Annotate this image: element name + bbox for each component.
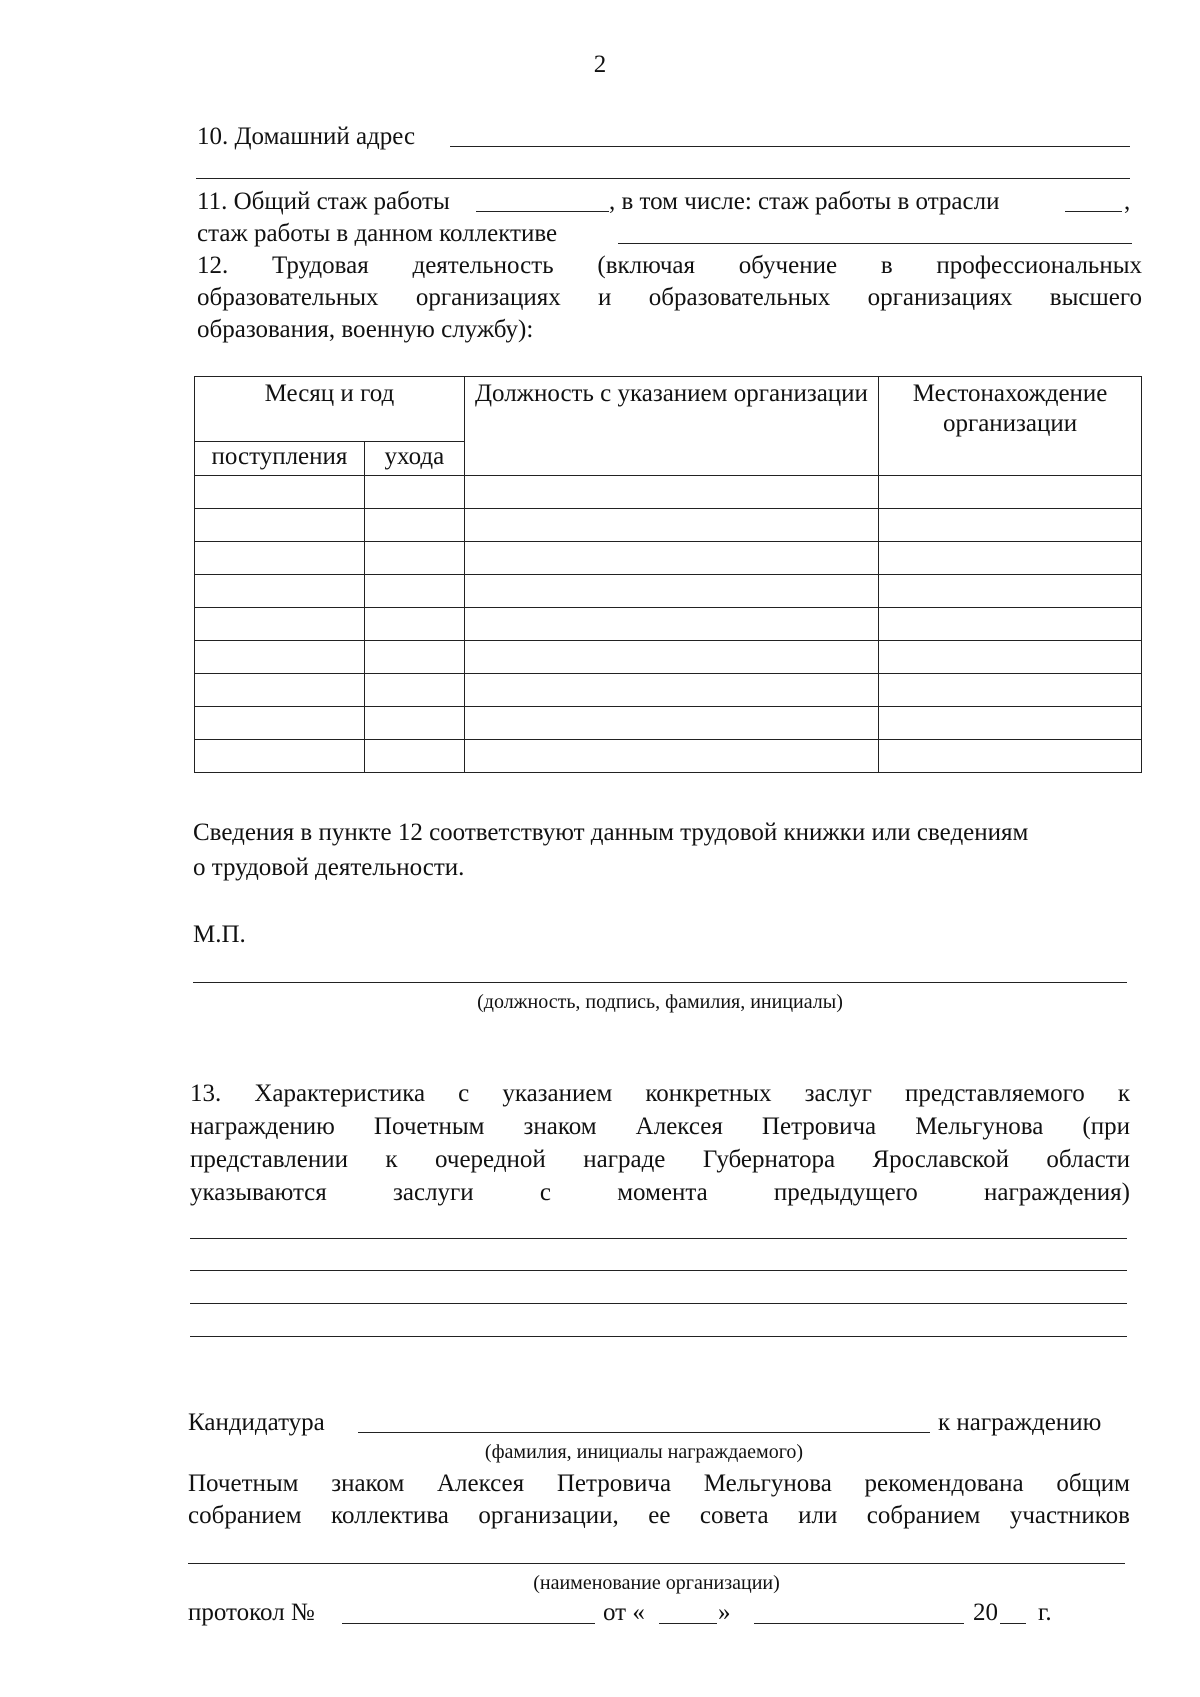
home-address-input-line[interactable] <box>450 146 1130 147</box>
protocol-number-input-line[interactable] <box>342 1623 595 1624</box>
signature-caption: (должность, подпись, фамилия, инициалы) <box>477 991 843 1013</box>
signature-input-line[interactable] <box>193 982 1127 983</box>
protocol-day-input-line[interactable] <box>659 1623 717 1624</box>
work-activity-heading-line-1: 12. Трудовая деятельность (включая обучение в профессиональных <box>197 252 1142 279</box>
work-history-table <box>194 376 1142 773</box>
team-experience-input-line[interactable] <box>618 243 1132 244</box>
table-row <box>195 542 1142 575</box>
characteristic-input-line[interactable] <box>190 1238 1127 1239</box>
home-address-input-line-2[interactable] <box>196 178 1130 179</box>
characteristic-heading-line-4: указываются заслуги с момента предыдущего награждения) <box>190 1179 1130 1206</box>
protocol-number-label: протокол № <box>188 1599 315 1626</box>
verification-text-line-1: Сведения в пункте 12 соответствуют данным трудовой книжки или сведениям <box>193 819 1029 846</box>
characteristic-input-line[interactable] <box>190 1336 1127 1337</box>
industry-experience-label: , в том числе: стаж работы в отрасли <box>609 188 1000 215</box>
table-row <box>195 509 1142 542</box>
team-experience-label: стаж работы в данном коллективе <box>197 220 558 247</box>
table-row <box>195 476 1142 509</box>
recommendation-line-1: Почетным знаком Алексея Петровича Мельгунова рекомендована общим <box>188 1470 1130 1497</box>
table-row <box>195 707 1142 740</box>
position-header: Должность с указанием организации <box>464 377 878 476</box>
industry-experience-input-line[interactable] <box>1065 211 1122 212</box>
to-award-label: к награждению <box>938 1409 1102 1436</box>
total-experience-input-line[interactable] <box>476 211 609 212</box>
protocol-date-from-label: от « <box>603 1599 645 1626</box>
end-date-subheader: ухода <box>364 442 464 476</box>
work-activity-heading-line-2: образовательных организациях и образовательных организациях высшего <box>197 284 1142 311</box>
month-year-header: Месяц и год <box>195 377 465 442</box>
quote-close-mark: » <box>718 1599 731 1626</box>
recommendation-line-2: собранием коллектива организации, ее совета или собранием участников <box>188 1502 1130 1529</box>
start-date-subheader: поступления <box>195 442 365 476</box>
characteristic-input-line[interactable] <box>190 1303 1127 1304</box>
characteristic-input-line[interactable] <box>190 1270 1127 1271</box>
table-row <box>195 674 1142 707</box>
year-prefix: 20 <box>973 1599 998 1626</box>
year-suffix: г. <box>1038 1599 1052 1626</box>
characteristic-heading-line-3: представлении к очередной награде Губернатора Ярославской области <box>190 1146 1130 1173</box>
location-header: Местонахождение организации <box>879 377 1142 476</box>
table-row <box>195 641 1142 674</box>
comma-mark: , <box>1124 188 1131 215</box>
characteristic-heading-line-1: 13. Характеристика с указанием конкретных заслуг представляемого к <box>190 1080 1130 1107</box>
total-experience-label: 11. Общий стаж работы <box>197 188 450 215</box>
table-row <box>195 608 1142 641</box>
home-address-label: 10. Домашний адрес <box>197 123 416 150</box>
candidate-name-input-line[interactable] <box>358 1432 930 1433</box>
page-number: 2 <box>593 51 607 78</box>
candidacy-label: Кандидатура <box>188 1409 325 1436</box>
table-row <box>195 575 1142 608</box>
candidate-name-caption: (фамилия, инициалы награждаемого) <box>484 1441 804 1463</box>
stamp-place-label: М.П. <box>193 921 246 948</box>
organization-name-caption: (наименование организации) <box>533 1572 780 1594</box>
characteristic-heading-line-2: награждению Почетным знаком Алексея Петровича Мельгунова (при <box>190 1113 1130 1140</box>
work-activity-heading-line-3: образования, военную службу): <box>197 316 534 343</box>
protocol-year-input-line[interactable] <box>1000 1623 1026 1624</box>
protocol-month-input-line[interactable] <box>754 1623 964 1624</box>
table-row <box>195 740 1142 773</box>
organization-name-input-line[interactable] <box>188 1563 1125 1564</box>
verification-text-line-2: о трудовой деятельности. <box>193 854 465 881</box>
